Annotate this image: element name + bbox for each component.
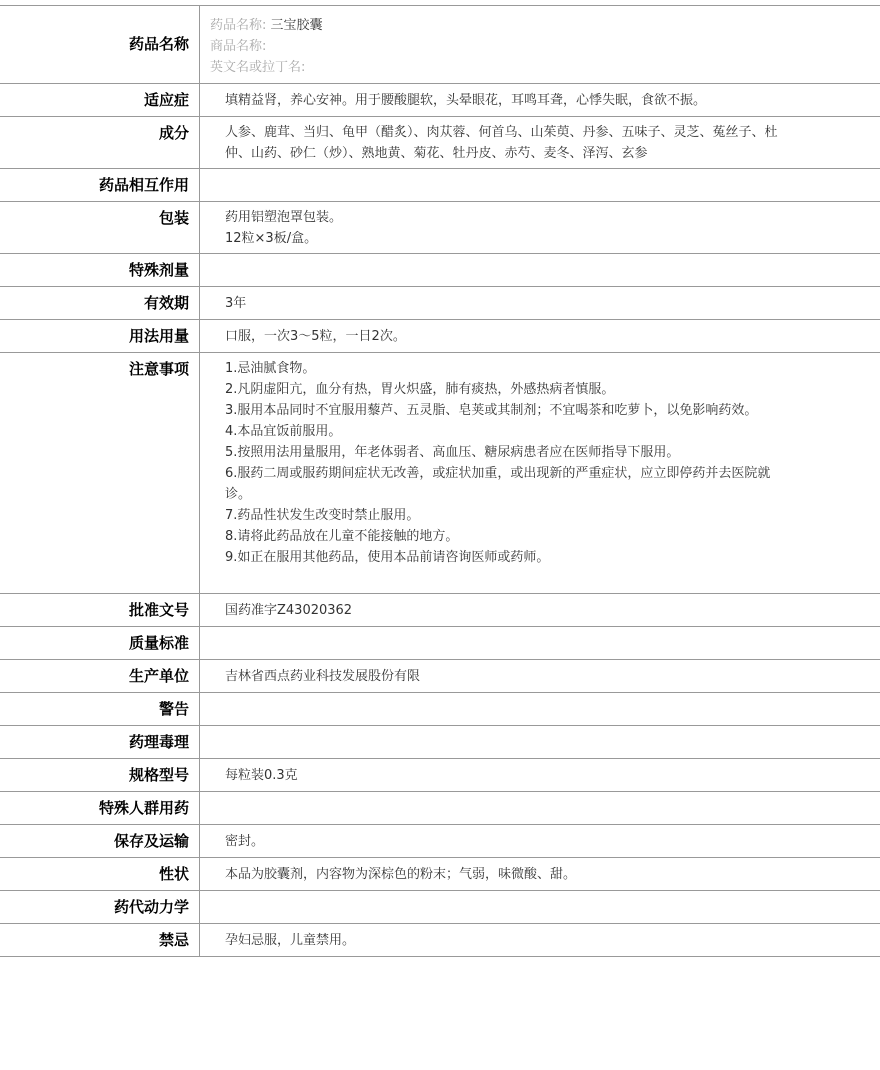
row-label: 生产单位 xyxy=(0,660,200,692)
row-interaction xyxy=(0,169,880,202)
row-value xyxy=(200,254,880,286)
drug-names-cell xyxy=(200,6,880,83)
row-label: 警告 xyxy=(0,693,200,725)
generic-name-field xyxy=(210,15,880,36)
row-label: 保存及运输 xyxy=(0,825,200,857)
row-label: 成分 xyxy=(0,117,200,168)
precaution-item: 5.按照用法用量服用，年老体弱者、高血压、糖尿病患者应在医师指导下服用。 xyxy=(225,445,680,460)
precaution-item: 1.忌油腻食物。 xyxy=(225,361,316,376)
row-label: 特殊剂量 xyxy=(0,254,200,286)
row-storage xyxy=(0,825,880,858)
english-name-field xyxy=(210,57,880,78)
row-label: 质量标准 xyxy=(0,627,200,659)
row-warning xyxy=(0,693,880,726)
row-value: 填精益肾，养心安神。用于腰酸腿软，头晕眼花，耳鸣耳聋，心悸失眠，食欲不振。 xyxy=(225,93,707,108)
row-value: 国药准字Z43020362 xyxy=(225,603,353,618)
row-package xyxy=(0,202,880,254)
row-label: 特殊人群用药 xyxy=(0,792,200,824)
trade-name-field xyxy=(210,36,880,57)
row-appearance xyxy=(0,858,880,891)
row-manufacturer xyxy=(0,660,880,693)
row-value: 口服，一次3～5粒，一日2次。 xyxy=(225,329,406,344)
row-usage xyxy=(0,320,880,353)
row-label: 禁忌 xyxy=(0,924,200,956)
row-label: 药品相互作用 xyxy=(0,169,200,201)
row-label: 性状 xyxy=(0,858,200,890)
trade-name-key: 商品名称: xyxy=(210,39,267,54)
row-label: 规格型号 xyxy=(0,759,200,791)
row-label: 药品名称 xyxy=(0,6,200,83)
precaution-item: 3.服用本品同时不宜服用藜芦、五灵脂、皂荚或其制剂；不宜喝茶和吃萝卜，以免影响药效。 xyxy=(225,403,758,418)
row-special-dose xyxy=(0,254,880,287)
row-approval xyxy=(0,594,880,627)
row-value xyxy=(200,792,880,824)
row-contraindication xyxy=(0,924,880,957)
row-pharmacokinetics xyxy=(0,891,880,924)
precaution-item: 9.如正在服用其他药品，使用本品前请咨询医师或药师。 xyxy=(225,550,550,565)
row-label: 适应症 xyxy=(0,84,200,116)
row-validity xyxy=(0,287,880,320)
row-precautions xyxy=(0,353,880,594)
generic-name-key: 药品名称: xyxy=(210,18,267,33)
precaution-item: 7.药品性状发生改变时禁止服用。 xyxy=(225,508,420,523)
precaution-item: 4.本品宜饭前服用。 xyxy=(225,424,342,439)
row-label: 药理毒理 xyxy=(0,726,200,758)
row-value: 密封。 xyxy=(225,834,265,849)
row-label: 包装 xyxy=(0,202,200,253)
row-label: 药代动力学 xyxy=(0,891,200,923)
precaution-item: 8.请将此药品放在儿童不能接触的地方。 xyxy=(225,529,459,544)
row-label: 注意事项 xyxy=(0,353,200,593)
row-value xyxy=(200,169,880,201)
row-value xyxy=(200,726,880,758)
precaution-item: 6.服药二周或服药期间症状无改善，或症状加重，或出现新的严重症状，应立即停药并去医院就诊。 xyxy=(225,466,771,502)
row-value: 吉林省西点药业科技发展股份有限 xyxy=(225,669,421,684)
row-label: 有效期 xyxy=(0,287,200,319)
row-toxicology xyxy=(0,726,880,759)
row-value: 3年 xyxy=(225,296,247,311)
row-label: 批准文号 xyxy=(0,594,200,626)
row-value xyxy=(200,693,880,725)
row-spec xyxy=(0,759,880,792)
row-special-groups xyxy=(0,792,880,825)
row-indication xyxy=(0,84,880,117)
ingredients-text: 人参、鹿茸、当归、龟甲（醋炙）、肉苁蓉、何首乌、山茱萸、丹参、五味子、灵芝、菟丝子、杜仲、山药、砂仁（炒）、熟地黄、菊花、牡丹皮、赤芍、麦冬、泽泻、玄参 xyxy=(225,125,778,161)
generic-name-value: 三宝胶囊 xyxy=(270,18,323,33)
row-value: 本品为胶囊剂，内容物为深棕色的粉末；气弱，味微酸、甜。 xyxy=(225,867,577,882)
package-line: 药用铝塑泡罩包装。 xyxy=(225,210,343,225)
precaution-item: 2.凡阴虚阳亢，血分有热，胃火炽盛，肺有痰热，外感热病者慎服。 xyxy=(225,382,615,397)
row-value xyxy=(200,891,880,923)
row-value: 每粒装0.3克 xyxy=(225,768,298,783)
row-ingredients xyxy=(0,117,880,169)
row-value: 孕妇忌服，儿童禁用。 xyxy=(225,933,356,948)
row-quality xyxy=(0,627,880,660)
english-name-key: 英文名或拉丁名: xyxy=(210,60,306,75)
package-line: 12粒×3板/盒。 xyxy=(225,231,318,246)
drug-info-table xyxy=(0,5,880,957)
row-drug-name xyxy=(0,6,880,84)
row-label: 用法用量 xyxy=(0,320,200,352)
row-value xyxy=(200,627,880,659)
